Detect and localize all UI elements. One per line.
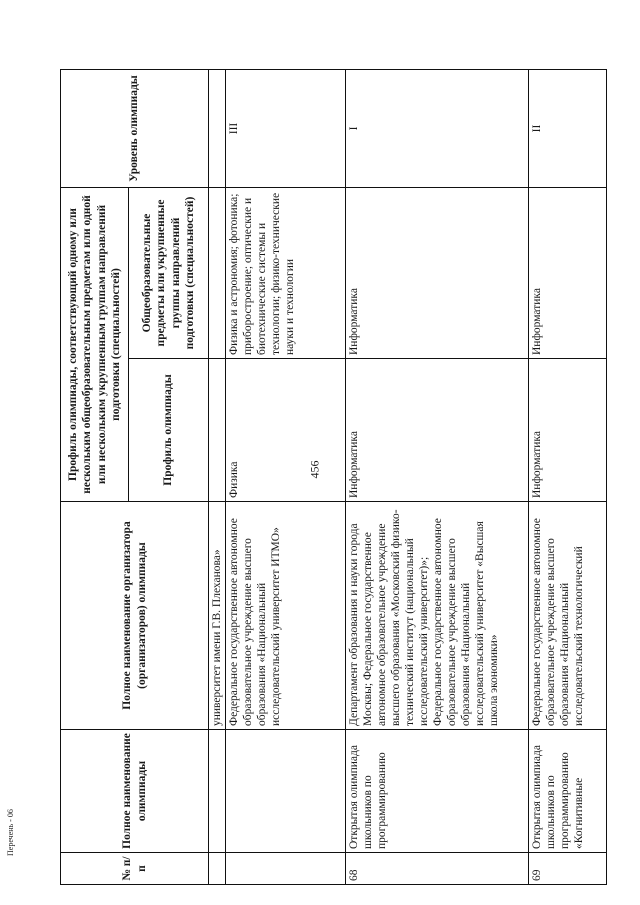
cell-subjects: Информатика	[529, 188, 607, 359]
cell-num: 69	[529, 853, 607, 885]
cell-profile: Физика	[226, 359, 346, 502]
cell-olympiad: Открытая олимпиада школьников по программированию «Когнитивные	[529, 730, 607, 853]
header-organizer: Полное наименование организатора (организаторов) олимпиады	[61, 502, 209, 730]
cell-level: III	[226, 70, 346, 188]
header-level: Уровень олимпиады	[61, 70, 209, 188]
page-number: 456	[307, 460, 322, 479]
cell-level: I	[346, 70, 529, 188]
header-profile: Профиль олимпиады	[129, 359, 209, 502]
header-olympiad-name: Полное наименование олимпиады	[61, 730, 209, 853]
cell-profile: Информатика	[529, 359, 607, 502]
cell-organizer: университет имени Г.В. Плеханова»	[209, 502, 226, 730]
cell-level: II	[529, 70, 607, 188]
rotated-table-container	[60, 70, 607, 885]
header-num: № п/п	[61, 853, 209, 885]
footer-label: Перечень - 06	[6, 809, 15, 856]
cell-profile: Информатика	[346, 359, 529, 502]
cell-olympiad	[209, 730, 226, 853]
cell-num	[209, 853, 226, 885]
cell-subjects: Информатика	[346, 188, 529, 359]
cell-organizer: Департамент образования и науки города Москвы; Федеральное государственное автономное образовательное учреждение высшего образования «Московский физико-технический институт (национальный исследовательский университет)»; Федеральное государственное автономное образовательное учреждение высшего образования «Национальный исследовательский университет «Высшая школа экономики»	[346, 502, 529, 730]
cell-subjects: Физика и астрономия; фотоника; приборостроение; оптические и биотехнические системы и технологии; физико-технические науки и технологии	[226, 188, 346, 359]
cell-organizer: Федеральное государственное автономное образовательное учреждение высшего образования «Национальный исследовательский технологический	[529, 502, 607, 730]
cell-profile	[209, 359, 226, 502]
cell-organizer: Федеральное государственное автономное образовательное учреждение высшего образования «Национальный исследовательский университет ИТМО»	[226, 502, 346, 730]
cell-subjects	[209, 188, 226, 359]
cell-num: 68	[346, 853, 529, 885]
olympiad-table	[60, 69, 607, 885]
header-profile-group: Профиль олимпиады, соответствующий одному или нескольким общеобразовательным предметам или одной или нескольким укрупненным группам направлений подготовки (специальностей)	[61, 188, 129, 502]
cell-olympiad	[226, 730, 346, 853]
header-subjects: Общеобразовательные предметы или укрупненные группы направлений подготовки (специальностей)	[129, 188, 209, 359]
cell-num	[226, 853, 346, 885]
cell-level	[209, 70, 226, 188]
cell-olympiad: Открытая олимпиада школьников по программированию	[346, 730, 529, 853]
